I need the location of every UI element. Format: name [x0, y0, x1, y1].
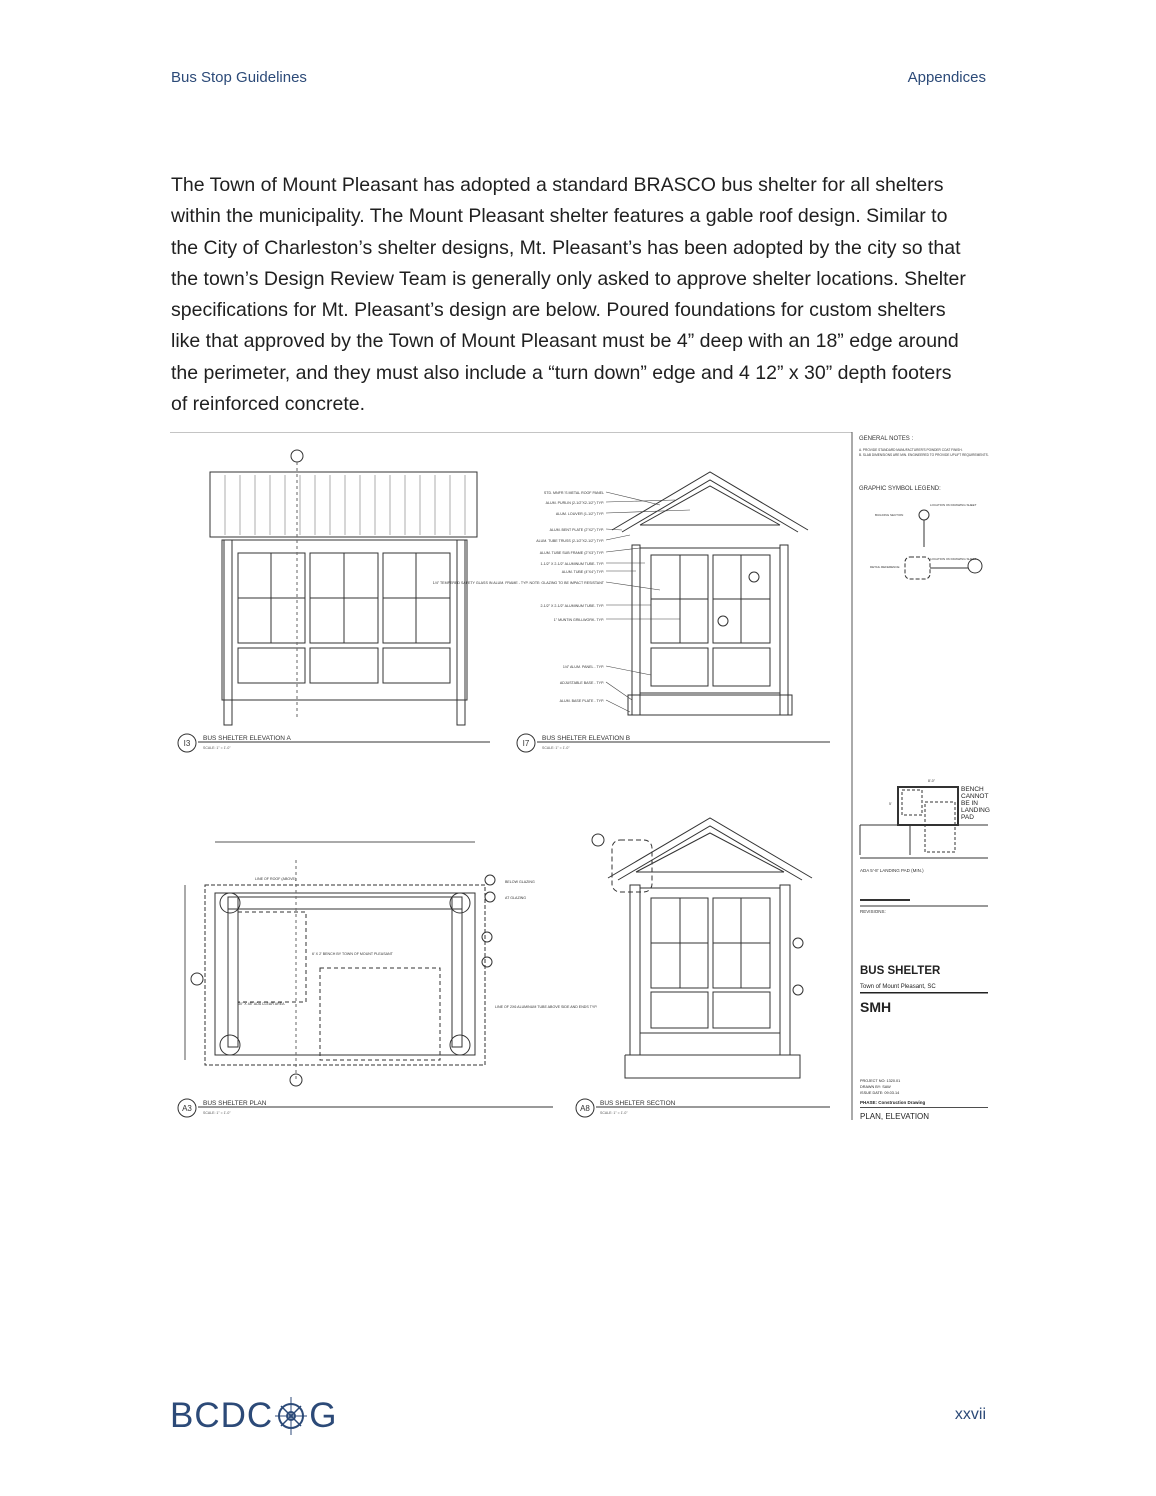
- section-view: [592, 818, 812, 1078]
- svg-text:BUS SHELTER PLAN: BUS SHELTER PLAN: [203, 1100, 267, 1107]
- svg-text:ALUM. BENT PLATE (2"X2") TYP.: ALUM. BENT PLATE (2"X2") TYP.: [549, 528, 604, 532]
- svg-text:SCALE: 1" = 1'-0": SCALE: 1" = 1'-0": [600, 1111, 628, 1115]
- running-header-title: Bus Stop Guidelines: [171, 69, 307, 86]
- svg-text:BELOW GLAZING: BELOW GLAZING: [505, 880, 535, 884]
- plan-title: [178, 1099, 553, 1117]
- elevation-b-callouts: [433, 491, 605, 703]
- svg-text:ADA 5'-8' LANDING PAD (MIN.): ADA 5'-8' LANDING PAD (MIN.): [860, 868, 924, 873]
- body-paragraph: The Town of Mount Pleasant has adopted a standard BRASCO bus shelter for all shelters within the municipality. The Mount Pleasant shelter features a gable roof design. Similar to the City of Charleston’s shelter designs, Mt. Pleasant’s has been adopted by the city so that the town’s Design Review Team is generally only asked to approve shelter locations. Shelter specifications for Mt. Pleasant’s design are below. Poured foundations for custom shelters like that approved by the Town of Mount Pleasant must be 4” deep with an 18” edge around the perimeter, and they must also include a “turn down” edge and 4 12” x 30” depth footers of reinforced concrete.: [171, 174, 966, 416]
- svg-text:BUS SHELTER SECTION: BUS SHELTER SECTION: [600, 1100, 676, 1107]
- svg-text:LINE OF 2X6 ALUMINUM TUBE ABOV: LINE OF 2X6 ALUMINUM TUBE ABOVE SIDE AND ENDS TYP.: [495, 1005, 598, 1009]
- svg-text:SCALE: 1" = 1'-0": SCALE: 1" = 1'-0": [203, 1111, 231, 1115]
- svg-text:DRAWN BY: SAW: DRAWN BY: SAW: [860, 1085, 891, 1089]
- svg-text:REVISIONS:: REVISIONS:: [860, 909, 886, 914]
- compass-rose-icon: [274, 1396, 308, 1436]
- section-title: [576, 1099, 830, 1117]
- svg-text:PROJECT NO: 1320.01: PROJECT NO: 1320.01: [860, 1079, 901, 1083]
- svg-text:2-1/2" X 2-1/2" ALUMINUM TUBE-: 2-1/2" X 2-1/2" ALUMINUM TUBE- TYP.: [540, 604, 604, 608]
- sheet-title: PLAN, ELEVATION: [860, 1112, 930, 1121]
- elevation-b-title: [517, 734, 830, 752]
- svg-text:LOCATION ON DRAWING SHEET: LOCATION ON DRAWING SHEET: [930, 557, 977, 561]
- legend-symbols: [905, 510, 982, 579]
- plan-view: [185, 842, 495, 1086]
- title-block: [860, 965, 988, 1121]
- svg-text:1/4" TEMPERED SAFETY GLASS IN: 1/4" TEMPERED SAFETY GLASS IN ALUM. FRAME - TYP. NOTE: GLAZING TO BE IMPACT RESISTANT: [432, 581, 604, 585]
- svg-text:ISSUE DATE: 09.03.14: ISSUE DATE: 09.03.14: [860, 1091, 900, 1095]
- svg-text:1/4" ALUM. PANEL - TYP.: 1/4" ALUM. PANEL - TYP.: [562, 665, 604, 669]
- svg-text:BUS SHELTER ELEVATION B: BUS SHELTER ELEVATION B: [542, 735, 631, 742]
- svg-text:PHASE: Construction Drawing: PHASE: Construction Drawing: [860, 1100, 926, 1105]
- svg-text:BUS SHELTER ELEVATION A: BUS SHELTER ELEVATION A: [203, 735, 291, 742]
- svg-text:ADJUSTABLE BASE - TYP.: ADJUSTABLE BASE - TYP.: [559, 681, 604, 685]
- svg-text:BUILDING SECTION: BUILDING SECTION: [875, 513, 904, 517]
- elevation-a: [210, 450, 477, 725]
- svg-text:LINE OF ROOF (ABOVE): LINE OF ROOF (ABOVE): [255, 877, 297, 881]
- page-number: xxvii: [954, 1406, 986, 1423]
- svg-text:BUS SHELTER: BUS SHELTER: [860, 965, 941, 977]
- svg-text:ALUM. TUBE TRUSS (2-1/2"X2-1/2: ALUM. TUBE TRUSS (2-1/2"X2-1/2") TYP.: [536, 539, 604, 543]
- svg-text:STD. MNFR.'S METAL ROOF PANEL: STD. MNFR.'S METAL ROOF PANEL: [543, 491, 604, 495]
- svg-text:I3: I3: [183, 739, 191, 748]
- svg-text:SCALE: 1" = 1'-0": SCALE: 1" = 1'-0": [542, 746, 570, 750]
- elevation-b: [612, 472, 808, 715]
- svg-text:ALUM. BASE PLATE - TYP.: ALUM. BASE PLATE - TYP.: [559, 699, 604, 703]
- svg-text:SMH: SMH: [860, 999, 892, 1015]
- svg-text:ALUM. LOUVER (1-1/2") TYP.: ALUM. LOUVER (1-1/2") TYP.: [555, 512, 604, 516]
- svg-text:LOCATION ON DRAWING SHEET: LOCATION ON DRAWING SHEET: [930, 503, 977, 507]
- landing-pad-note: BENCH CANNOT BE IN LANDING PAD: [961, 786, 990, 821]
- svg-text:8'-0": 8'-0": [928, 779, 935, 783]
- svg-text:A. PROVIDE STANDARD MANUFACTUR: A. PROVIDE STANDARD MANUFACTURER'S POWDER COAT FINISH.: [859, 448, 963, 452]
- svg-text:GRAPHIC SYMBOL LEGEND:: GRAPHIC SYMBOL LEGEND:: [859, 486, 941, 492]
- svg-text:AT GLAZING: AT GLAZING: [505, 896, 527, 900]
- svg-text:A3: A3: [182, 1104, 192, 1113]
- svg-text:1-1/2" X 2-1/2" ALUMINUM TUBE-: 1-1/2" X 2-1/2" ALUMINUM TUBE- TYP.: [540, 562, 604, 566]
- svg-text:B. SLAB DIMENSIONS ARE MIN. EN: B. SLAB DIMENSIONS ARE MIN. ENGINEERED TO PROVIDE UPLIFT REQUIREMENTS.: [859, 453, 989, 457]
- svg-text:I7: I7: [522, 739, 530, 748]
- bcdcog-logo: BCDC G: [170, 1396, 338, 1435]
- svg-text:30" X 48" ADA CLEAR AREA: 30" X 48" ADA CLEAR AREA: [238, 1002, 285, 1006]
- svg-text:A8: A8: [580, 1104, 590, 1113]
- elevation-a-title: [178, 734, 490, 752]
- svg-text:SCALE: 1" = 1'-0": SCALE: 1" = 1'-0": [203, 746, 231, 750]
- svg-text:ALUM. TUBE SUB FRAME (2"X3") T: ALUM. TUBE SUB FRAME (2"X3") TYP.: [539, 551, 604, 555]
- svg-text:ALUM. PURLIN (2-1/2"X2-1/2") T: ALUM. PURLIN (2-1/2"X2-1/2") TYP.: [545, 501, 604, 505]
- svg-text:GENERAL NOTES :: GENERAL NOTES :: [859, 436, 914, 442]
- svg-text:5': 5': [889, 802, 892, 806]
- running-header-section: Appendices: [907, 69, 986, 86]
- svg-text:1" MUNTIN GRILLWORK- TYP.: 1" MUNTIN GRILLWORK- TYP.: [553, 618, 604, 622]
- svg-text:6' X 2' BENCH BY TOWN OF MOUNT: 6' X 2' BENCH BY TOWN OF MOUNT PLEASANT: [312, 952, 393, 956]
- general-notes: [859, 436, 989, 569]
- svg-text:ALUM. TUBE (4"X4") TYP.: ALUM. TUBE (4"X4") TYP.: [561, 570, 604, 574]
- bus-shelter-drawing: [170, 432, 990, 1132]
- svg-text:DETAIL REFERENCE: DETAIL REFERENCE: [870, 565, 900, 569]
- svg-text:Town of Mount Pleasant, SC: Town of Mount Pleasant, SC: [860, 984, 936, 990]
